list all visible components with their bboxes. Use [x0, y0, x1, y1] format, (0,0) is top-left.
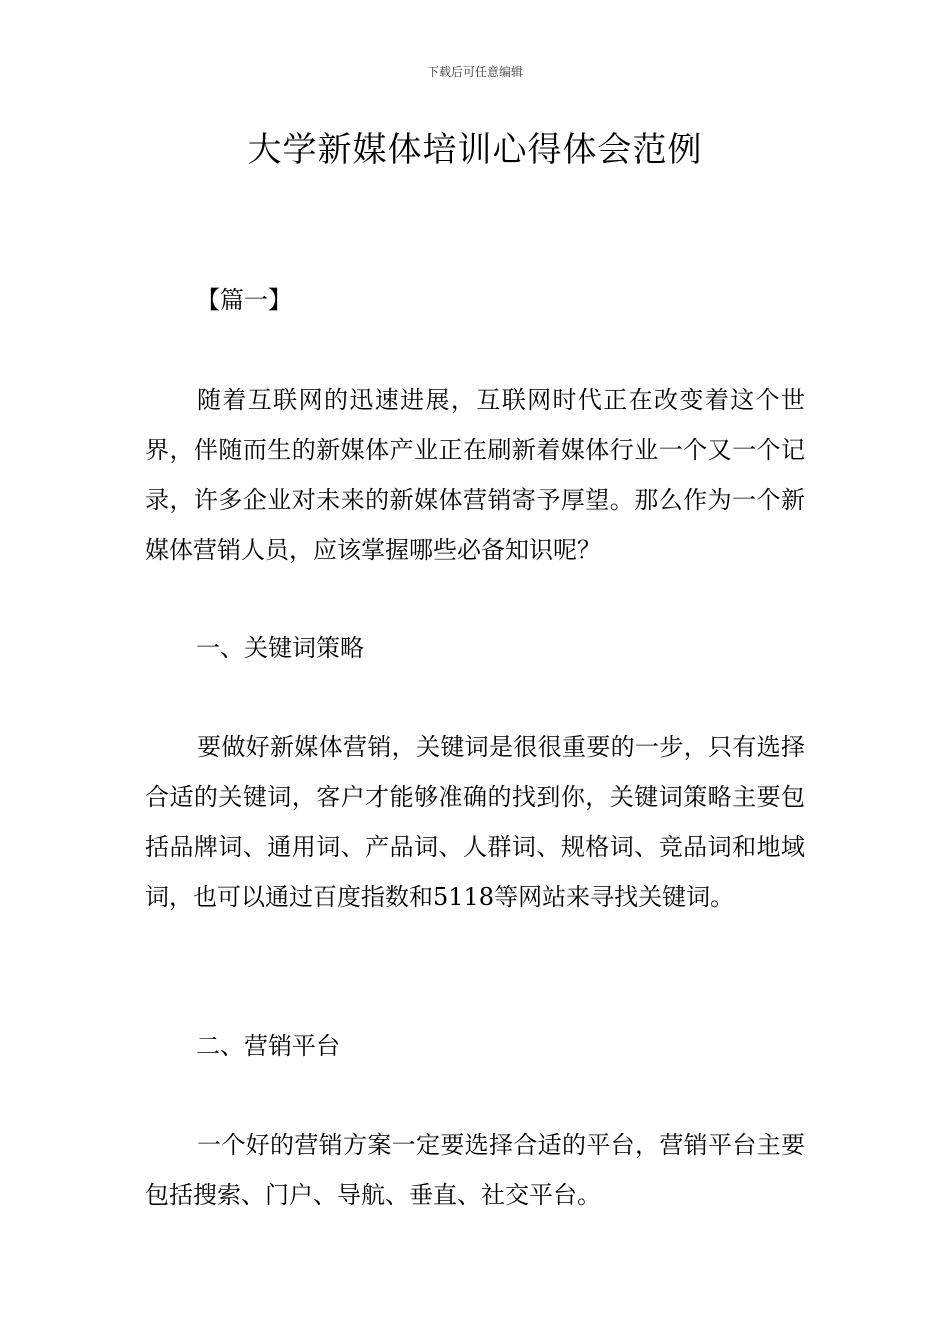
header-note: 下载后可任意编辑 — [426, 65, 523, 79]
part-label: 【篇一】 — [196, 286, 292, 314]
intro-paragraph: 随着互联网的迅速进展，互联网时代正在改变着这个世界，伴随而生的新媒体产业正在刷新着媒体行业一个又一个记录，许多企业对未来的新媒体营销寄予厚望。那么作为一个新媒体营销人员，应该掌握哪些必备知识呢？ — [145, 386, 805, 564]
section-paragraph-keywords: 要做好新媒体营销，关键词是很很重要的一步，只有选择合适的关键词，客户才能够准确的找到你，关键词策略主要包括品牌词、通用词、产品词、人群词、规格词、竞品词和地域词，也可以通过百度指数和5118等网站来寻找关键词。 — [145, 733, 805, 911]
section-paragraph-platforms: 一个好的营销方案一定要选择合适的平台，营销平台主要包括搜索、门户、导航、垂直、社交平台。 — [145, 1131, 805, 1209]
section-heading-keywords: 一、关键词策略 — [196, 634, 364, 662]
document-title: 大学新媒体培训心得体会范例 — [247, 130, 703, 170]
section-heading-platforms: 二、营销平台 — [196, 1032, 340, 1060]
